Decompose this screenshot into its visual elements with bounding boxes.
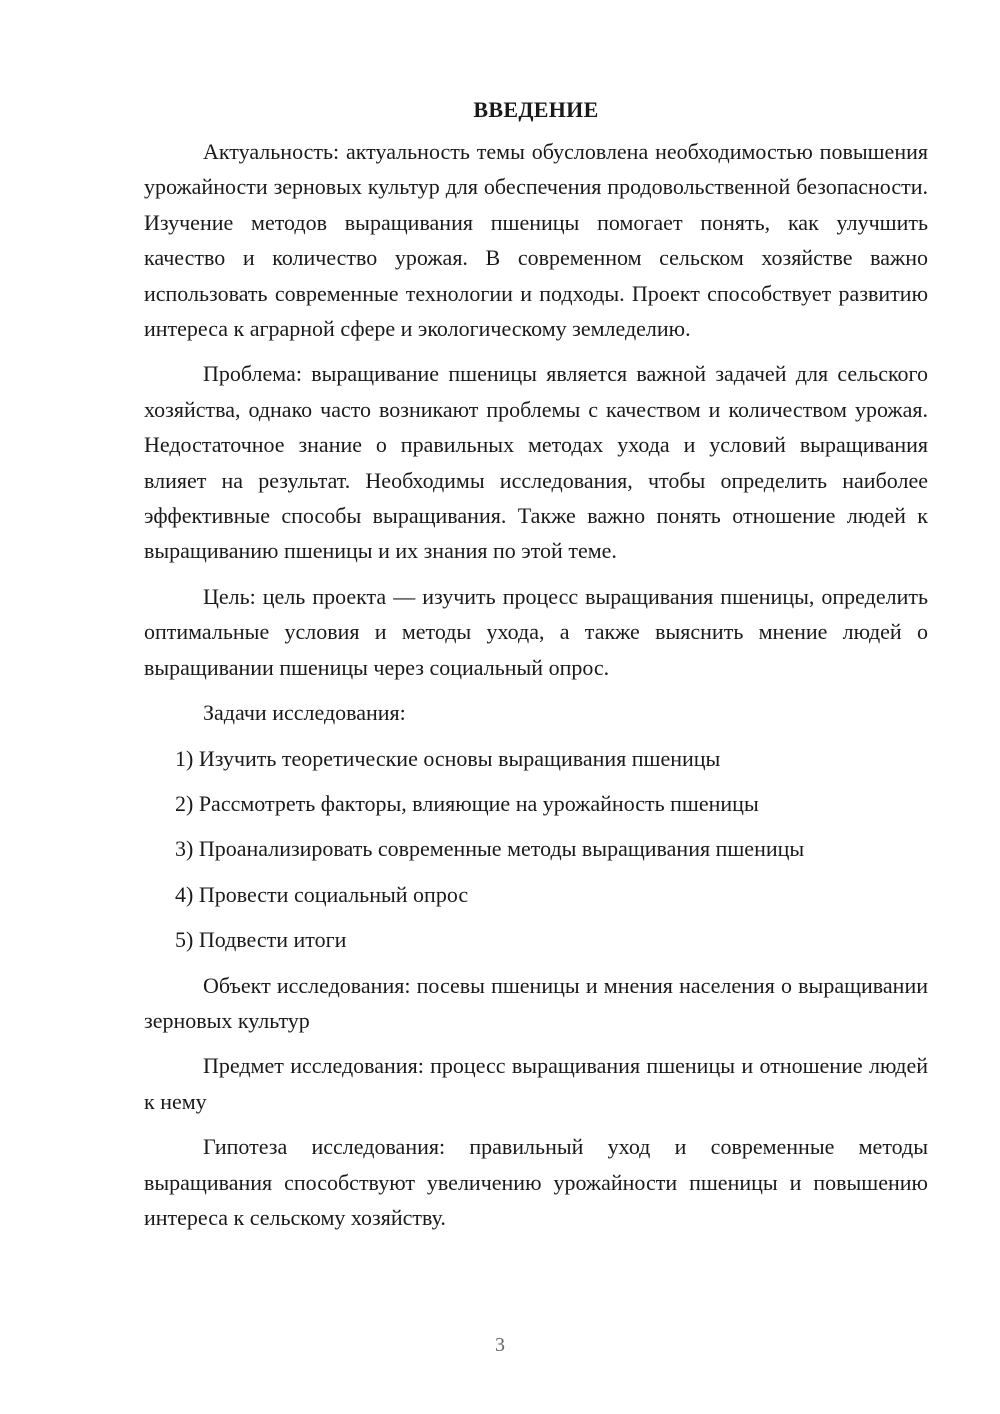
page-title: ВВЕДЕНИЕ xyxy=(473,97,599,122)
document-page xyxy=(144,96,928,1245)
paragraph-goal: Цель: цель проекта — изучить процесс выращивания пшеницы, определить оптимальные условия и методы ухода, а также выяснить мнение людей о выращивании пшеницы через социальный опрос. xyxy=(144,583,928,680)
paragraph-subject: Предмет исследования: процесс выращивания пшеницы и отношение людей к нему xyxy=(144,1053,928,1114)
task-item: 2) Рассмотреть факторы, влияющие на урожайность пшеницы xyxy=(175,790,759,816)
task-item: 4) Провести социальный опрос xyxy=(175,881,469,907)
tasks-heading: Задачи исследования: xyxy=(203,700,406,726)
tasks-list xyxy=(144,741,928,958)
paragraph-relevance: Актуальность: актуальность темы обусловлена необходимостью повышения урожайности зерновых культур для обеспечения продовольственной безопасности. Изучение методов выращивания пшеницы помогает понять, как улучшить качество и количество урожая. В современном сельском хозяйстве важно использовать современные технологии и подходы. Проект способствует развитию интереса к аграрной сфере и экологическому земледелию. xyxy=(144,139,928,342)
paragraph-hypothesis: Гипотеза исследования: правильный уход и современные методы выращивания способствуют увеличению урожайности пшеницы и повышению интереса к сельскому хозяйству. xyxy=(144,1134,928,1230)
paragraph-problem: Проблема: выращивание пшеницы является важной задачей для сельского хозяйства, однако часто возникают проблемы с качеством и количеством урожая. Недостаточное знание о правильных методах ухода и условий выращивания влияет на результат. Необходимы исследования, чтобы определить наиболее эффективные способы выращивания. Также важно понять отношение людей к выращиванию пшеницы и их знания по этой теме. xyxy=(144,361,928,564)
task-item: 3) Проанализировать современные методы выращивания пшеницы xyxy=(175,836,805,862)
task-item: 5) Подвести итоги xyxy=(175,927,347,953)
page-number: 3 xyxy=(495,1334,505,1356)
paragraph-object: Объект исследования: посевы пшеницы и мнения населения о выращивании зерновых культур xyxy=(144,972,928,1033)
task-item: 1) Изучить теоретические основы выращивания пшеницы xyxy=(175,745,721,771)
